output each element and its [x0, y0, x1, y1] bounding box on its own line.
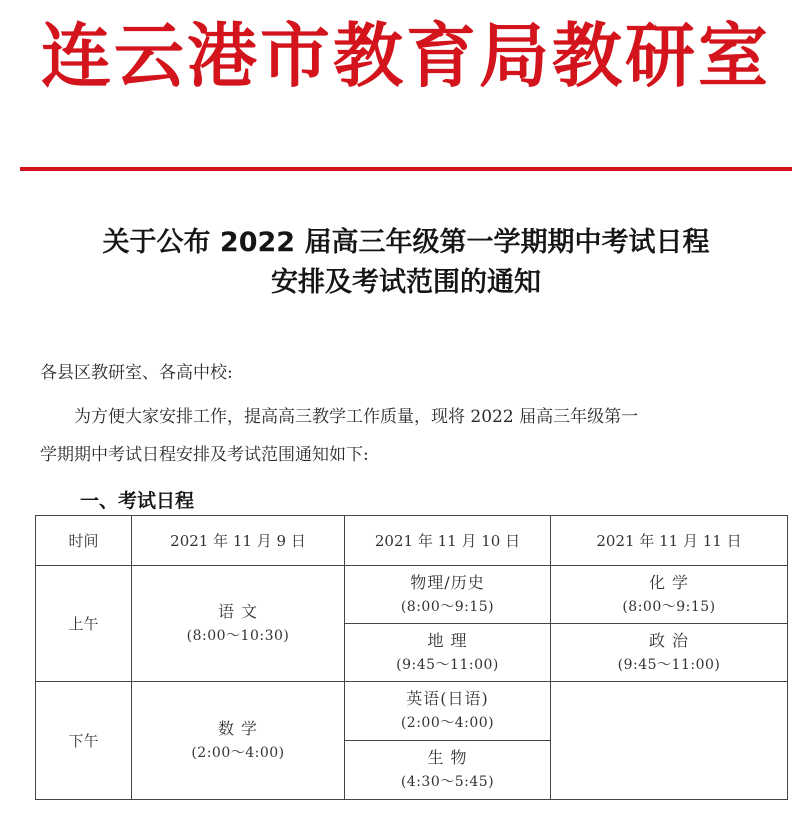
notice-title-line-2: 安排及考试范围的通知 [271, 267, 541, 298]
exam-time: (9:45～11:00) [617, 656, 721, 673]
exam-cell-nov9-afternoon [132, 682, 345, 800]
section-heading-exam-schedule: 一、考试日程 [80, 490, 195, 512]
notice-title-line-1: 关于公布 2022 届高三年级第一学期期中考试日程 [102, 227, 710, 258]
exam-cell-nov10-afternoon-2 [345, 741, 551, 800]
body-paragraph-line-1: 为方便大家安排工作，提高高三教学工作质量，现将 2022 届高三年级第一 [74, 407, 639, 427]
exam-subject: 英语(日语) [406, 689, 489, 708]
exam-cell-nov11-morning-1 [551, 566, 788, 624]
header-date-nov-10: 2021 年 11 月 10 日 [345, 516, 551, 566]
table-row [36, 682, 788, 741]
afternoon-label: 下午 [36, 682, 132, 800]
exam-subject: 政 治 [648, 630, 690, 650]
salutation: 各县区教研室、各高中校: [40, 363, 233, 383]
exam-time: (9:45～11:00) [396, 656, 499, 673]
morning-label: 上午 [36, 566, 132, 682]
exam-subject: 数 学 [217, 718, 259, 738]
header-date-nov-9: 2021 年 11 月 9 日 [132, 516, 345, 566]
table-header-row [36, 516, 788, 566]
exam-time: (2:00～4:00) [191, 744, 285, 761]
exam-cell-nov10-morning-1 [345, 566, 551, 624]
exam-schedule-table [35, 515, 788, 800]
exam-time: (8:00～10:30) [186, 627, 290, 644]
exam-cell-nov11-morning-2 [551, 624, 788, 682]
exam-subject: 语 文 [217, 601, 259, 621]
issuing-organization-title: 连云港市教育局教研室 [41, 14, 771, 97]
header-date-nov-11: 2021 年 11 月 11 日 [551, 516, 788, 566]
exam-subject: 物理/历史 [410, 572, 485, 592]
exam-cell-nov10-afternoon-1 [345, 682, 551, 741]
table-row [36, 566, 788, 624]
red-divider-line [20, 167, 792, 171]
exam-subject: 化 学 [648, 572, 690, 592]
exam-cell-nov9-morning [132, 566, 345, 682]
exam-time: (8:00～9:15) [400, 598, 495, 615]
header-time: 时间 [36, 516, 132, 566]
exam-subject: 地 理 [427, 630, 468, 650]
exam-cell-nov10-morning-2 [345, 624, 551, 682]
exam-time: (8:00～9:15) [622, 598, 716, 615]
notice-title [0, 223, 812, 303]
empty-cell-nov11-afternoon [551, 682, 788, 800]
exam-subject: 生 物 [427, 748, 468, 767]
body-paragraph-line-2: 学期期中考试日程安排及考试范围通知如下: [40, 445, 369, 465]
exam-time: (4:30～5:45) [400, 774, 495, 790]
exam-time: (2:00～4:00) [400, 715, 495, 731]
